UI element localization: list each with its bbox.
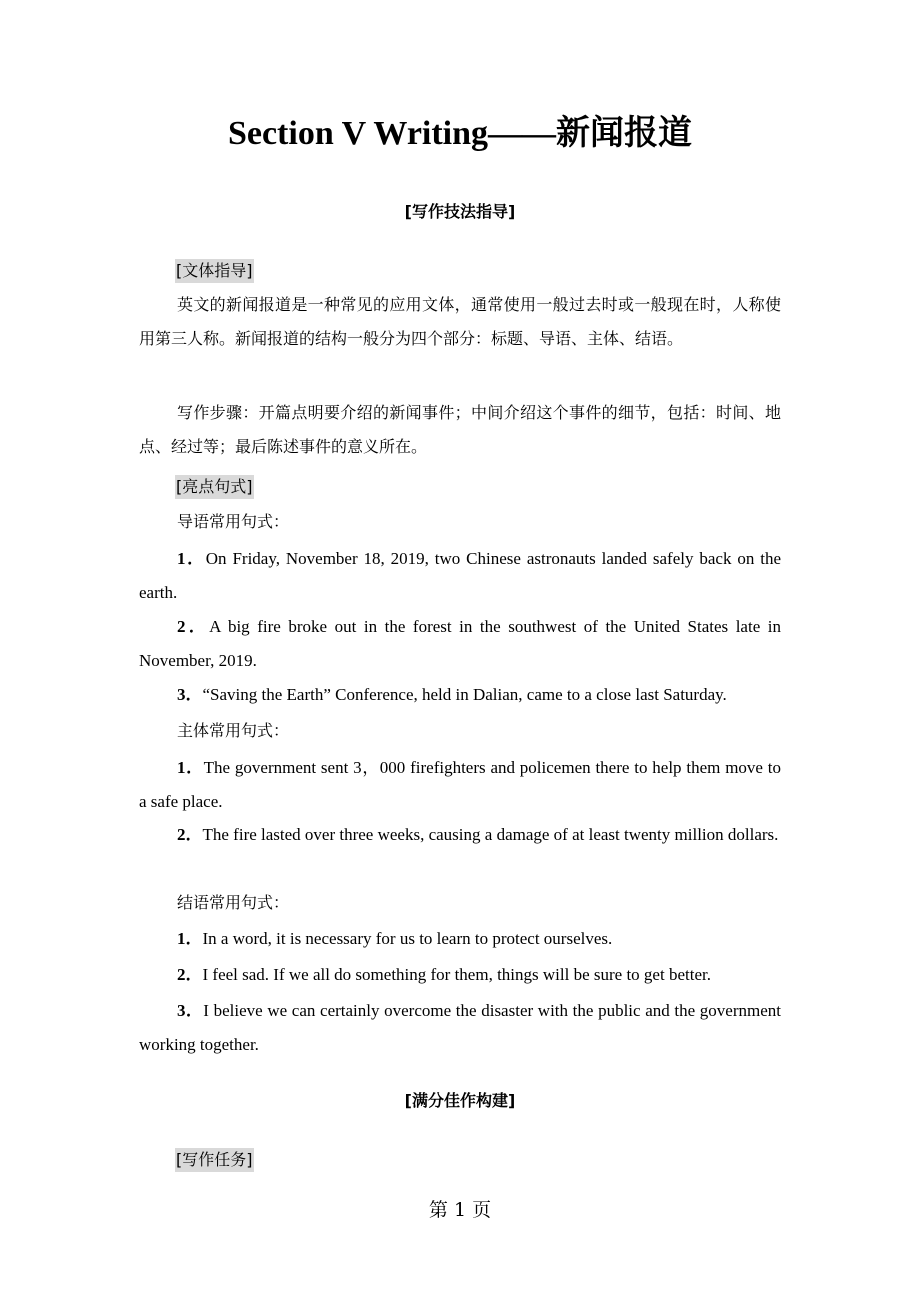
page-number: 第 1 页 xyxy=(428,1199,492,1221)
lead-item xyxy=(139,610,781,678)
style-paragraph-2: 写作步骤：开篇点明要介绍的新闻事件；中间介绍这个事件的细节，包括：时间、地点、经过等；最后陈述事件的意义所在。 xyxy=(139,403,781,456)
item-number: 3． xyxy=(177,1001,204,1020)
item-text: “Saving the Earth” Conference, held in Dalian, came to a close last Saturday. xyxy=(202,685,727,704)
page-title: Section V Writing——新闻报道 xyxy=(227,115,693,152)
item-text: In a word, it is necessary for us to learn to protect ourselves. xyxy=(202,929,613,948)
item-number: 2． xyxy=(177,617,210,636)
lead-label: 导语常用句式： xyxy=(177,512,290,531)
item-number: 3． xyxy=(177,685,203,704)
item-text: The government sent 3，000 firefighters and policemen there to help them move to a safe place. xyxy=(139,758,782,811)
item-number: 1． xyxy=(177,929,203,948)
item-text: On Friday, November 18, 2019, two Chinese astronauts landed safely back on the earth. xyxy=(139,549,781,602)
tag-highlight-sentences: [亮点句式] xyxy=(175,475,254,499)
lead-item xyxy=(139,678,781,712)
section-heading-model: [满分佳作构建] xyxy=(404,1091,516,1110)
style-paragraph-1: 英文的新闻报道是一种常见的应用文体，通常使用一般过去时或一般现在时，人称使用第三人称。新闻报道的结构一般分为四个部分：标题、导语、主体、结语。 xyxy=(139,295,781,348)
ending-item xyxy=(139,922,781,956)
item-number: 2． xyxy=(177,825,203,844)
lead-item xyxy=(139,542,781,610)
item-number: 1． xyxy=(177,758,204,777)
body-label: 主体常用句式： xyxy=(177,721,290,740)
ending-item xyxy=(139,994,781,1062)
item-text: I feel sad. If we all do something for them, things will be sure to get better. xyxy=(202,965,711,984)
body-item xyxy=(139,818,781,852)
item-number: 1． xyxy=(177,549,206,568)
body-item xyxy=(139,751,781,819)
item-text: A big fire broke out in the forest in the southwest of the United States late in November, 2019. xyxy=(139,617,781,670)
item-text: I believe we can certainly overcome the disaster with the public and the government working together. xyxy=(139,1001,782,1054)
tag-writing-task: [写作任务] xyxy=(175,1148,254,1172)
ending-label: 结语常用句式： xyxy=(177,893,290,912)
tag-style-guide: [文体指导] xyxy=(175,259,254,283)
section-heading-guide: [写作技法指导] xyxy=(404,202,516,221)
item-text: The fire lasted over three weeks, causing a damage of at least twenty million dollars. xyxy=(202,825,779,844)
item-number: 2． xyxy=(177,965,203,984)
ending-item xyxy=(139,958,781,992)
